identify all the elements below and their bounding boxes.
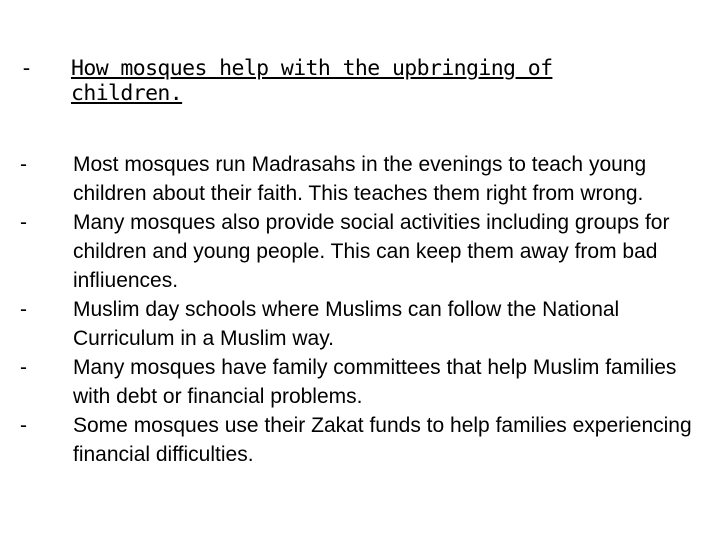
bullet-list <box>20 150 700 469</box>
bullet-text: Most mosques run Madrasahs in the evenings to teach young children about their faith. This teaches them right from wrong. <box>73 153 647 205</box>
heading-dash-marker: - <box>20 56 33 81</box>
bullet-text: Some mosques use their Zakat funds to help families experiencing financial difficulties. <box>73 414 692 466</box>
bullet-item <box>20 353 700 411</box>
bullet-text: Many mosques have family committees that help Muslim families with debt or financial problems. <box>73 356 677 408</box>
bullet-dash-marker: - <box>20 153 27 176</box>
bullet-text: Many mosques also provide social activities including groups for children and young people. This can keep them away from bad infliuences. <box>73 211 670 292</box>
bullet-item <box>20 295 700 353</box>
bullet-item <box>20 411 700 469</box>
bullet-dash-marker: - <box>20 211 27 234</box>
slide-heading <box>20 56 660 106</box>
bullet-dash-marker: - <box>20 356 27 379</box>
bullet-item <box>20 150 700 208</box>
bullet-text: Muslim day schools where Muslims can follow the National Curriculum in a Muslim way. <box>73 298 620 350</box>
bullet-dash-marker: - <box>20 298 27 321</box>
bullet-item <box>20 208 700 295</box>
bullet-dash-marker: - <box>20 414 27 437</box>
heading-text: How mosques help with the upbringing of children. <box>71 56 553 106</box>
